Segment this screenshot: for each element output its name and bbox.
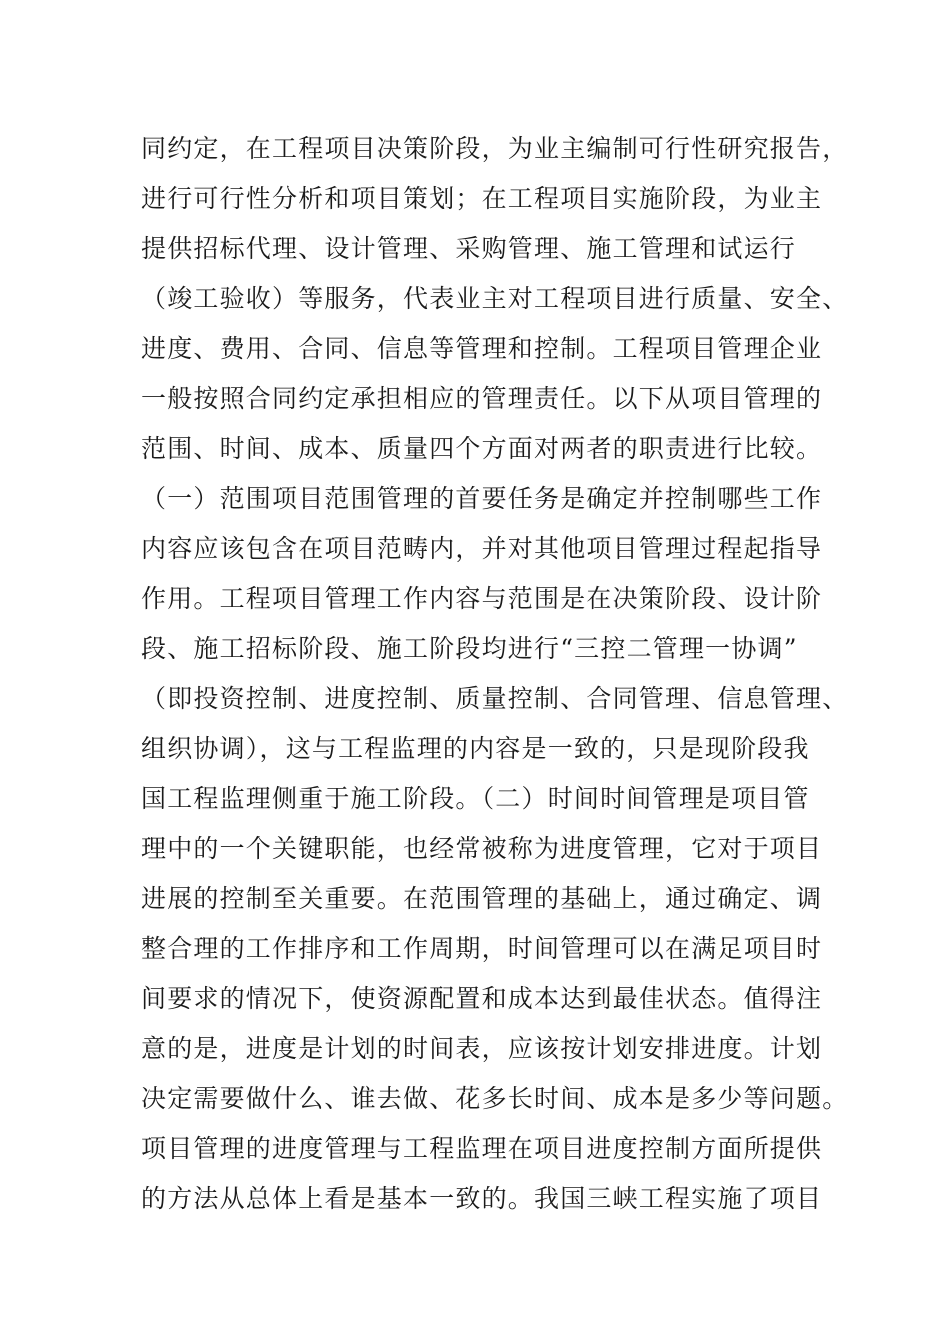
text-line: 项目管理的进度管理与工程监理在项目进度控制方面所提供 — [141, 1134, 823, 1163]
text-line: 范围、时间、成本、质量四个方面对两者的职责进行比较。 — [141, 434, 823, 463]
text-line: 段、施工招标阶段、施工阶段均进行“三控二管理一协调” — [141, 634, 798, 663]
body-text — [141, 124, 849, 1224]
text-line: 间要求的情况下，使资源配置和成本达到最佳状态。值得注 — [141, 984, 823, 1013]
text-line: 提供招标代理、设计管理、采购管理、施工管理和试运行 — [141, 234, 797, 263]
text-line: 一般按照合同约定承担相应的管理责任。以下从项目管理的 — [141, 384, 823, 413]
text-line: 作用。工程项目管理工作内容与范围是在决策阶段、设计阶 — [141, 584, 823, 613]
text-line: （即投资控制、进度控制、质量控制、合同管理、信息管理、 — [141, 684, 849, 713]
text-line: 进行可行性分析和项目策划；在工程项目实施阶段，为业主 — [141, 184, 823, 213]
text-line: 的方法从总体上看是基本一致的。我国三峡工程实施了项目 — [141, 1184, 823, 1213]
text-line: 国工程监理侧重于施工阶段。（二）时间时间管理是项目管 — [141, 784, 810, 813]
text-line: 进展的控制至关重要。在范围管理的基础上，通过确定、调 — [141, 884, 823, 913]
text-line: （竣工验收）等服务，代表业主对工程项目进行质量、安全、 — [141, 284, 849, 313]
text-line: 整合理的工作排序和工作周期，时间管理可以在满足项目时 — [141, 934, 823, 963]
text-line: 意的是，进度是计划的时间表，应该按计划安排进度。计划 — [141, 1034, 823, 1063]
text-line: 理中的一个关键职能，也经常被称为进度管理，它对于项目 — [141, 834, 823, 863]
text-line: 内容应该包含在项目范畴内，并对其他项目管理过程起指导 — [141, 534, 823, 563]
text-line: 组织协调），这与工程监理的内容是一致的，只是现阶段我 — [141, 734, 810, 763]
text-line: （一）范围项目范围管理的首要任务是确定并控制哪些工作 — [141, 484, 823, 513]
text-line: 进度、费用、合同、信息等管理和控制。工程项目管理企业 — [141, 334, 823, 363]
text-line: 同约定，在工程项目决策阶段，为业主编制可行性研究报告， — [141, 134, 849, 163]
text-line: 决定需要做什么、谁去做、花多长时间、成本是多少等问题。 — [141, 1084, 849, 1113]
